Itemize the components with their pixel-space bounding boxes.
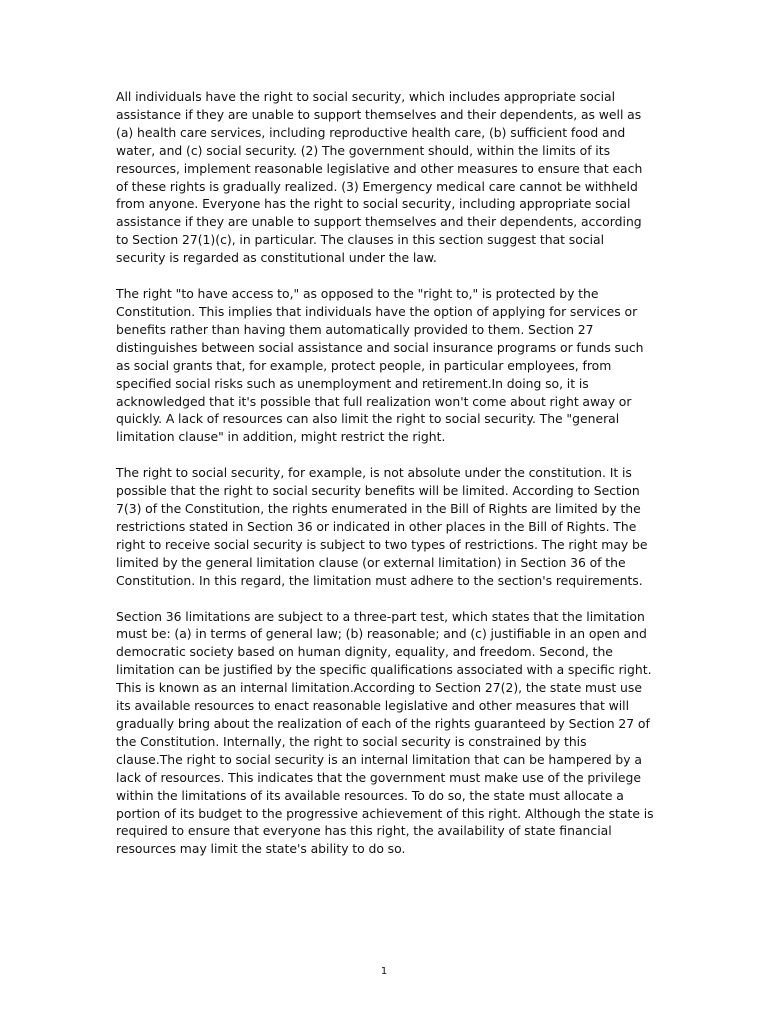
page-number: 1 [380,966,388,977]
document-body [116,88,656,876]
paragraph-3: The right to social security, for example, is not absolute under the constitution. It is possible that the right to social security benefits will be limited. According to Section 7(3) of the Constitution, the rights enumerated in the Bill of Rights are limited by the restrictions stated in Section 36 or indicated in other places in the Bill of Rights. The right to receive social security is subject to two types of restrictions. The right may be limited by the general limitation clause (or external limitation) in Section 36 of the Constitution. In this regard, the limitation must adhere to the section's requirements. [116,465,648,588]
paragraph-2: The right "to have access to," as opposed to the "right to," is protected by the Constitution. This implies that individuals have the option of applying for services or benefits rather than having them automatically provided to them. Section 27 distinguishes between social assistance and social insurance programs or funds such as social grants that, for example, protect people, in particular employees, from specified social risks such as unemployment and retirement.In doing so, it is acknowledged that it's possible that full realization won't come about right away or quickly. A lack of resources can also limit the right to social security. The "general limitation clause" in addition, might restrict the right. [116,286,644,445]
paragraph-1: All individuals have the right to social security, which includes appropriate social assistance if they are unable to support themselves and their dependents, as well as (a) health care services, including reproductive health care, (b) sufficient food and water, and (c) social security. (2) The government should, within the limits of its resources, implement reasonable legislative and other measures to ensure that each of these rights is gradually realized. (3) Emergency medical care cannot be withheld from anyone. Everyone has the right to social security, including appropriate social assistance if they are unable to support themselves and their dependents, according to Section 27(1)(c), in particular. The clauses in this section suggest that social security is regarded as constitutional under the law. [116,89,643,266]
paragraph-4: Section 36 limitations are subject to a three-part test, which states that the limitation must be: (a) in terms of general law; (b) reasonable; and (c) justifiable in an open and democratic society based on human dignity, equality, and freedom. Second, the limitation can be justified by the specific qualifications associated with a specific right. This is known as an internal limitation.According to Section 27(2), the state must use its available resources to enact reasonable legislative and other measures that will gradually bring about the realization of each of the rights guaranteed by Section 27 of the Constitution. Internally, the right to social security is constrained by this clause.The right to social security is an internal limitation that can be hampered by a lack of resources. This indicates that the government must make use of the privilege within the limitations of its available resources. To do so, the state must allocate a portion of its budget to the progressive achievement of this right. Although the state is required to ensure that everyone has this right, the availability of state financial resources may limit the state's ability to do so. [116,608,654,857]
